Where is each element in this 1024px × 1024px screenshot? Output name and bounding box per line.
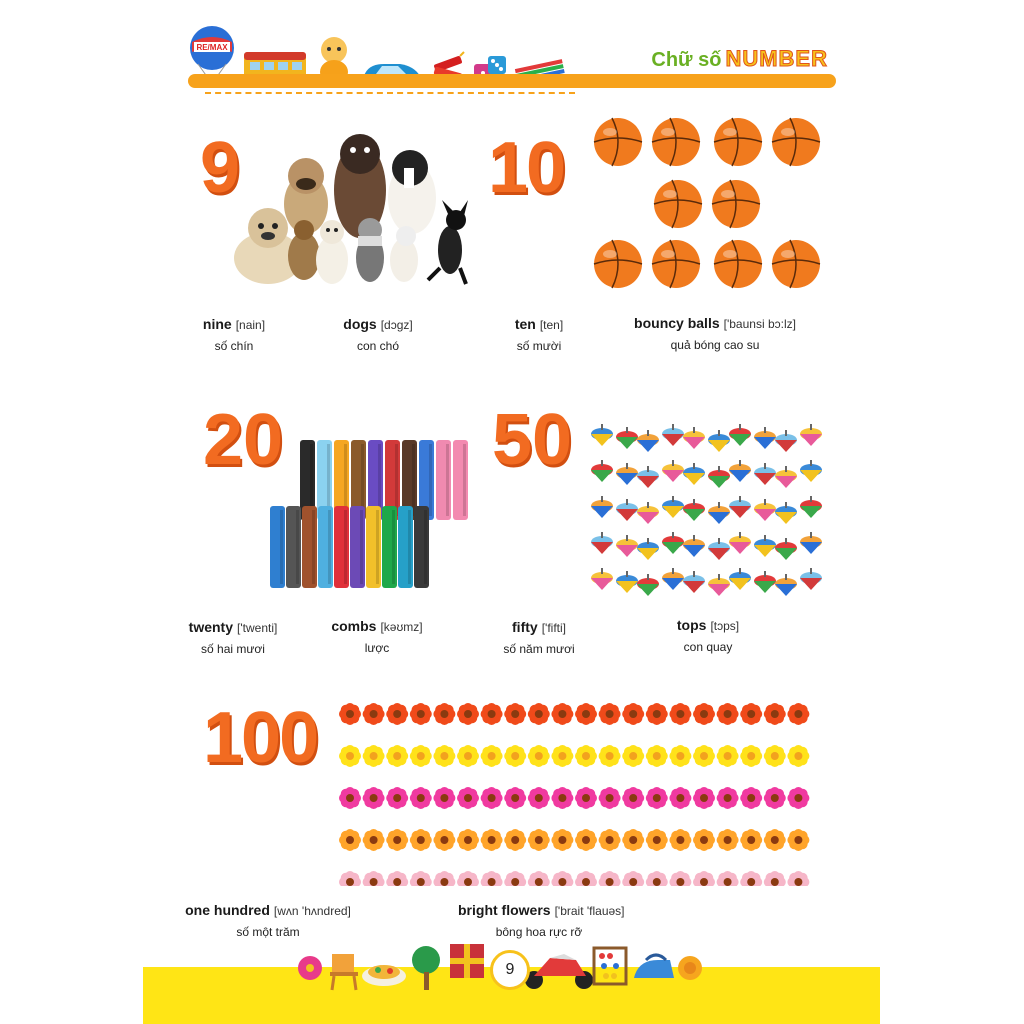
top-icon [683,427,705,449]
word-combs: combs [331,618,377,634]
flower-icon [339,703,361,725]
translation-dogs: con chó [356,339,400,353]
top-icon [683,571,705,593]
rose-icon [678,956,702,980]
flower-icon [599,871,621,886]
tops-illustration [588,418,824,604]
top-icon [708,538,730,560]
flower-icon [481,703,503,725]
page-title-vi: Chữ số [651,49,722,71]
flower-icon [740,871,762,886]
flower-icon [575,703,597,725]
numeral-ten: 10 [488,128,565,208]
flower-icon [433,787,455,809]
dog-figure [390,226,418,282]
top-icon [775,574,797,596]
flower-icon [787,703,809,725]
flower-icon [551,787,573,809]
top-icon [662,496,684,518]
flower-icon [339,871,361,886]
flower-icon [717,871,739,886]
flower-icon [339,787,361,809]
flower-icon [528,703,550,725]
top-icon [591,532,613,554]
phonetic-bouncy-balls: ['baunsi bɔ:lz] [723,317,796,331]
flower-icon [433,703,455,725]
top-icon [616,463,638,485]
ball-icon [712,180,760,228]
flower-icon [410,703,432,725]
motorcycle-icon [525,954,593,989]
flower-icon [646,871,668,886]
ball-icon [652,118,700,166]
word-ten: ten [514,316,536,332]
comb-icon [366,506,381,588]
top-icon [708,430,730,452]
flower-icon [787,871,809,886]
flower-icon [457,745,479,767]
flower-icon [457,871,479,886]
top-icon [729,496,751,518]
word-fifty: fifty [512,619,538,635]
caption-one-hundred [180,902,356,939]
flower-icon [386,829,408,851]
flower-icon [504,829,526,851]
flower-icon [622,703,644,725]
flower-icon [551,871,573,886]
flower-icon [481,787,503,809]
bouncy-balls-illustration [590,114,824,294]
flower-icon [740,745,762,767]
top-icon [662,460,684,482]
flower-icon [433,829,455,851]
flower-icon [339,745,361,767]
combs-illustration [266,436,472,592]
phonetic-dogs: [dɔgz] [380,318,413,332]
top-icon [662,424,684,446]
top-icon [754,571,776,593]
caption-dogs [335,316,421,353]
top-icon [683,499,705,521]
top-icon [775,430,797,452]
top-icon [775,502,797,524]
flower-icon [764,787,786,809]
flower-icon [646,703,668,725]
flower-icon [528,829,550,851]
flower-icon [646,829,668,851]
flower-icon [575,745,597,767]
comb-icon [382,506,397,588]
flower-icon [599,703,621,725]
flower-icon [646,787,668,809]
top-icon [729,460,751,482]
top-icon [775,466,797,488]
caption-ten [505,316,573,353]
top-icon [754,535,776,557]
top-icon [800,460,822,482]
comb-icon [350,506,365,588]
top-icon [775,538,797,560]
flower-icon [551,703,573,725]
flower-icon [551,829,573,851]
translation-combs: lược [364,641,390,655]
flower-icon [457,787,479,809]
top-icon [616,427,638,449]
ball-icon [772,118,820,166]
phonetic-one-hundred: [wʌn 'hʌndred] [273,904,351,918]
flower-icon [363,829,385,851]
top-icon [591,568,613,590]
flower-icon [386,745,408,767]
flower-icon [457,829,479,851]
word-bright-flowers: bright flowers [458,902,551,918]
flower-icon [363,745,385,767]
caption-nine [196,316,272,353]
top-icon [662,568,684,590]
top-icon [708,574,730,596]
numeral-twenty: 20 [203,400,284,480]
flower-icon [363,703,385,725]
flower-icon [764,829,786,851]
dog-figure [356,218,384,282]
word-tops: tops [676,617,707,633]
phonetic-combs: [kəʊmz] [380,620,423,634]
top-icon [754,499,776,521]
caption-bright-flowers [458,902,625,939]
comb-icon [302,506,317,588]
flower-icon [764,745,786,767]
top-icon [637,502,659,524]
gift-box-icon [450,944,484,978]
flower-icon [693,745,715,767]
top-icon [708,502,730,524]
word-bouncy-balls: bouncy balls [634,315,720,331]
comb-icon [414,506,429,588]
dogs-illustration [228,128,478,290]
word-one-hundred: one hundred [185,902,270,918]
header-bar [188,74,836,88]
flower-icon [599,787,621,809]
ball-icon [594,240,642,288]
ball-icon [654,180,702,228]
flower-icon [504,787,526,809]
numeral-one-hundred: 100 [203,698,318,778]
top-icon [637,574,659,596]
word-dogs: dogs [343,316,377,332]
translation-twenty: số hai mươi [201,642,265,656]
comb-icon [398,506,413,588]
flower-icon [575,829,597,851]
top-icon [800,568,822,590]
flower-icon [504,745,526,767]
flower-icon [740,703,762,725]
phonetic-twenty: ['twenti] [237,621,278,635]
flower-icon [386,703,408,725]
caption-bouncy-balls [622,315,808,352]
word-nine: nine [202,316,232,332]
numeral-fifty: 50 [492,400,573,480]
comb-icon [286,506,301,588]
flower-icon [693,787,715,809]
flower-icon [528,871,550,886]
flower-icon [622,787,644,809]
translation-tops: con quay [683,640,733,654]
top-icon [637,430,659,452]
dog-figure [316,220,348,284]
ball-icon [714,240,762,288]
flower-icon [386,871,408,886]
flower-icon [764,871,786,886]
flower-icon [575,787,597,809]
translation-bright-flowers: bông hoa rực rỡ [495,925,583,939]
top-icon [800,532,822,554]
flower-icon [481,745,503,767]
dog-figure [388,150,436,234]
balloon-logo-text: RE/MAX [196,43,228,52]
flower-icon [599,829,621,851]
caption-twenty [181,619,285,656]
translation-nine: số chín [214,339,254,353]
translation-one-hundred: số một trăm [236,925,300,939]
top-icon [800,424,822,446]
phonetic-fifty: ['fifti] [541,621,566,635]
flower-icon [504,871,526,886]
ball-icon [714,118,762,166]
top-icon [616,535,638,557]
caption-combs [326,618,428,655]
flower-icon [622,871,644,886]
flower-icon [669,871,691,886]
flower-icon [575,871,597,886]
flower-icon [504,703,526,725]
flower-icon [481,829,503,851]
flower-icon [764,703,786,725]
top-icon [591,424,613,446]
flower-icon [622,829,644,851]
flower-icon [740,787,762,809]
iron-icon [634,955,674,978]
flower-icon [410,829,432,851]
flower-icon [693,703,715,725]
translation-bouncy-balls: quả bóng cao su [670,338,760,352]
comb-icon [436,440,451,520]
page-number: 9 [490,950,530,990]
comb-icon [334,506,349,588]
phonetic-ten: [ten] [539,318,564,332]
flower-icon [528,745,550,767]
flower-icon [528,787,550,809]
flower-icon [363,871,385,886]
flower-icon [410,787,432,809]
flower-icon [787,787,809,809]
top-icon [683,535,705,557]
top-icon [616,571,638,593]
top-icon [754,427,776,449]
flower-icon [433,871,455,886]
top-icon [616,499,638,521]
flower-icon [693,829,715,851]
flower-icon [481,871,503,886]
flower-icon [457,703,479,725]
flower-icon [646,745,668,767]
flower-icon [551,745,573,767]
top-icon [662,532,684,554]
flower-icon [717,829,739,851]
flower-icon [669,703,691,725]
ball-icon [594,118,642,166]
flower-icon [599,745,621,767]
flower-icon [717,703,739,725]
flower-icon [410,745,432,767]
phonetic-nine: [nain] [235,318,266,332]
top-icon [708,466,730,488]
flower-icon [669,745,691,767]
top-icon [683,463,705,485]
flower-icon [339,829,361,851]
top-icon [729,532,751,554]
top-icon [729,424,751,446]
top-icon [591,496,613,518]
translation-fifty: số năm mươi [503,642,575,656]
translation-ten: số mười [516,339,562,353]
flower-icon [717,787,739,809]
page-title [651,46,828,72]
flower-icon [669,787,691,809]
caption-fifty [503,619,575,656]
flower-icon [787,829,809,851]
flower-icon [717,745,739,767]
top-icon [637,466,659,488]
flower-icon [740,829,762,851]
page-title-en: NUMBER [725,46,828,71]
flower-icon [410,871,432,886]
top-icon [754,463,776,485]
dog-figure [428,200,468,284]
flower-icon [693,871,715,886]
flower-icon [298,956,322,980]
top-icon [729,568,751,590]
flower-icon [787,745,809,767]
abacus-icon [594,948,626,984]
chair-icon [330,954,358,990]
comb-icon [318,506,333,588]
top-icon [591,460,613,482]
header-divider [205,92,575,94]
flower-icon [386,787,408,809]
flower-icon [363,787,385,809]
word-twenty: twenty [188,619,234,635]
ping-pong-paddle-icon [412,946,440,990]
numeral-nine: 9 [200,128,241,208]
top-icon [800,496,822,518]
flower-icon [669,829,691,851]
flower-icon [622,745,644,767]
top-icon [637,538,659,560]
noodle-dish-icon [362,965,406,986]
caption-tops [670,617,746,654]
comb-icon [453,440,468,520]
comb-icon [270,506,285,588]
ball-icon [652,240,700,288]
flower-icon [433,745,455,767]
ball-icon [772,240,820,288]
phonetic-bright-flowers: ['brait 'flauəs] [554,904,625,918]
flowers-illustration [338,700,820,886]
phonetic-tops: [tɔps] [710,619,740,633]
